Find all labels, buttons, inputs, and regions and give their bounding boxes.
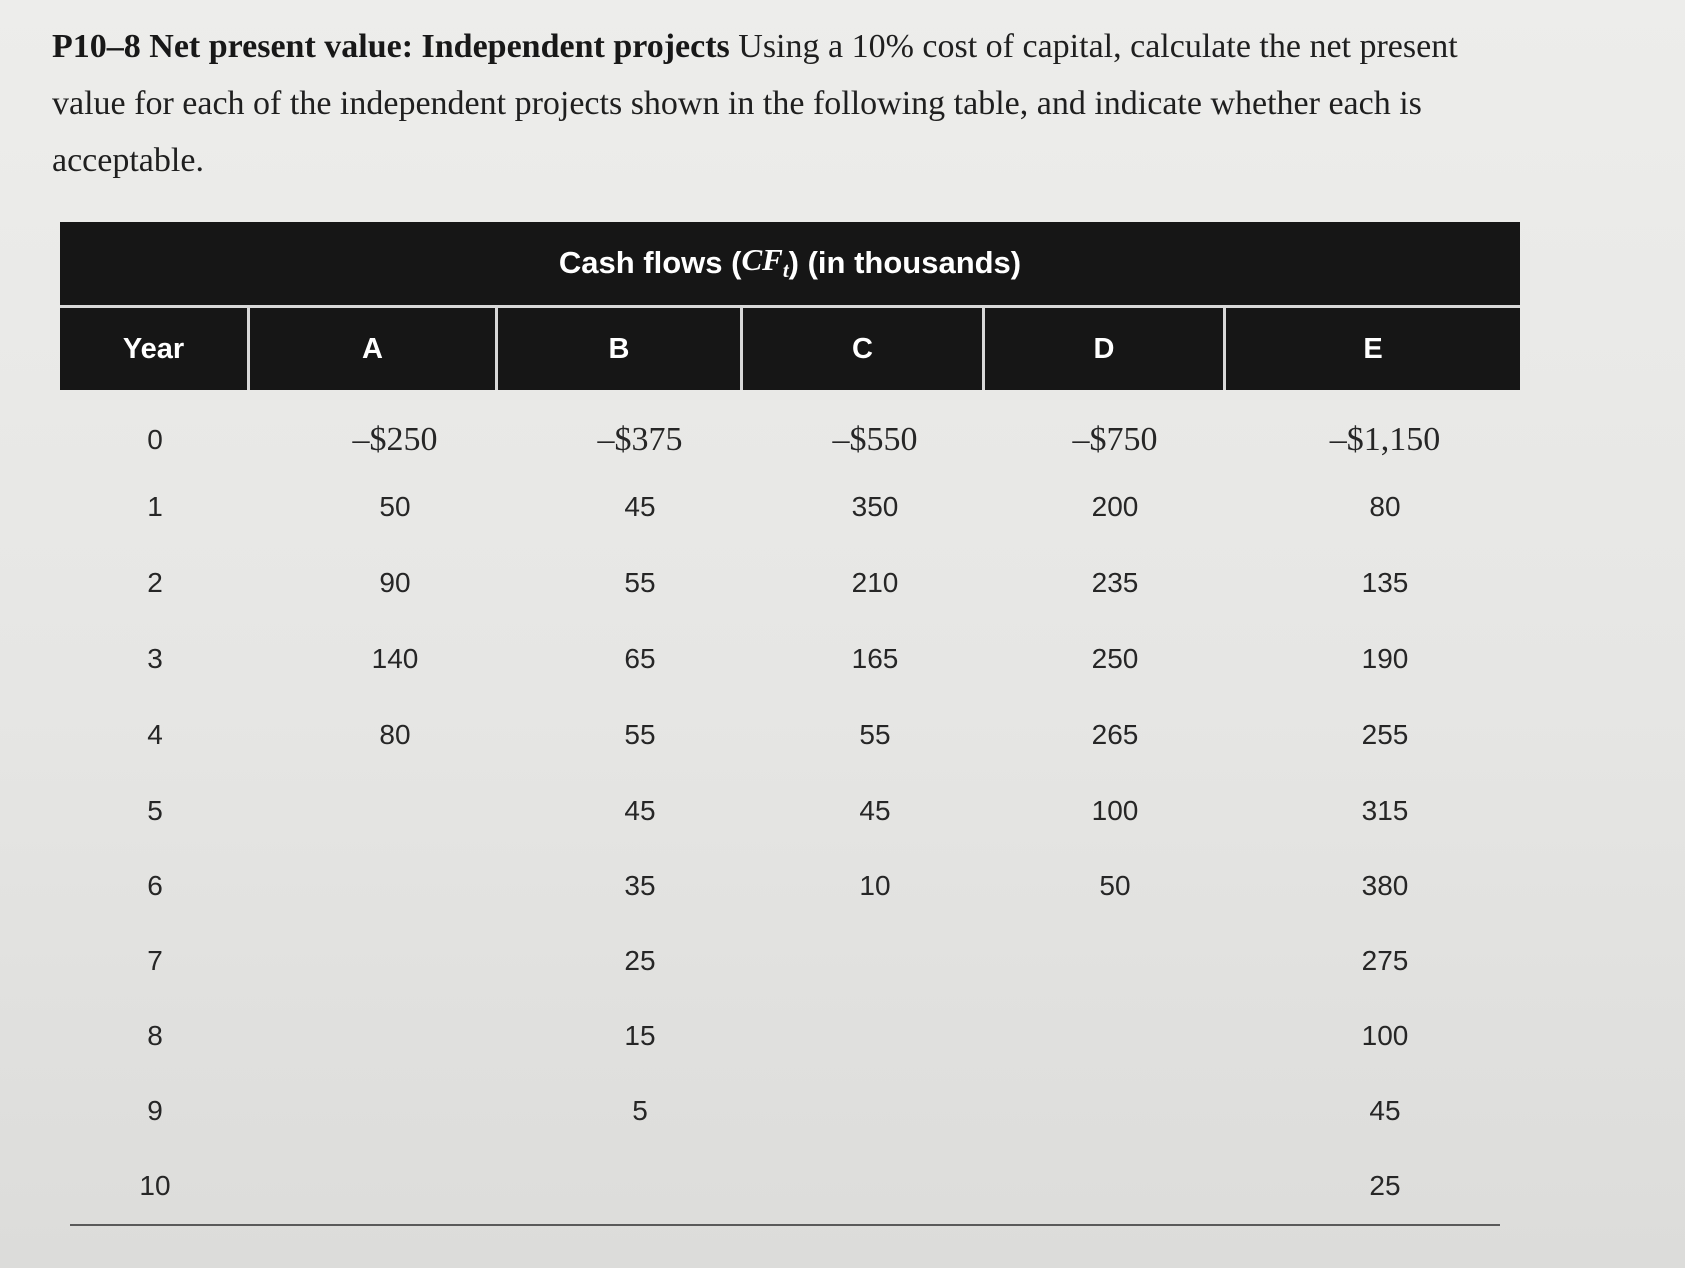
cell-e-year-10: 25 [1369, 1170, 1401, 1201]
cell-d-year-10 [1015, 1166, 1215, 1206]
caption-cf-symbol [741, 242, 788, 283]
cell-year-year-2: 2 [147, 567, 163, 598]
problem-title: P10–8 Net present value: Independent projects [52, 28, 730, 65]
cell-c-year-1: 350 [851, 491, 899, 522]
problem-text: Using a 10% cost of capital, calculate the net present value for each of the independent projects shown in the following table, and indicate whether each is acceptable. [52, 28, 1458, 179]
cell-c-year-2: 210 [851, 567, 899, 598]
cell-d-year-5: 100 [1091, 795, 1139, 826]
column-header-b: B [608, 332, 630, 365]
column-header-a: A [362, 332, 383, 365]
cell-d-year-4: 265 [1091, 719, 1139, 750]
cell-b-year-4: 55 [624, 719, 656, 750]
cell-year-year-8: 8 [147, 1020, 163, 1051]
cell-d-year-9 [1015, 1091, 1215, 1131]
cell-b-year-8: 15 [624, 1020, 656, 1051]
cell-d-year-1: 200 [1091, 491, 1139, 522]
cell-e-year-4: 255 [1361, 719, 1409, 750]
cell-year-year-4: 4 [147, 719, 163, 750]
cell-a-year-3: 140 [371, 643, 419, 674]
cell-c-year-7 [775, 941, 975, 981]
cell-c-year-0: –$550 [832, 421, 918, 458]
cell-b-year-9: 5 [632, 1095, 648, 1126]
cell-b-year-10 [540, 1166, 740, 1206]
table-caption [60, 222, 1520, 304]
cell-e-year-5: 315 [1361, 795, 1409, 826]
cell-e-year-7: 275 [1361, 945, 1409, 976]
column-header-e: E [1363, 332, 1383, 365]
cell-e-year-9: 45 [1369, 1095, 1401, 1126]
cell-d-year-2: 235 [1091, 567, 1139, 598]
cell-c-year-3: 165 [851, 643, 899, 674]
cell-b-year-7: 25 [624, 945, 656, 976]
cell-year-year-6: 6 [147, 870, 163, 901]
cell-c-year-9 [775, 1091, 975, 1131]
column-header-d: D [1093, 332, 1115, 365]
cell-year-year-9: 9 [147, 1095, 163, 1126]
cell-year-year-1: 1 [147, 491, 163, 522]
cell-a-year-1: 50 [379, 491, 411, 522]
cell-year-year-7: 7 [147, 945, 163, 976]
cell-a-year-2: 90 [379, 567, 411, 598]
cell-b-year-6: 35 [624, 870, 656, 901]
cell-a-year-10 [295, 1166, 495, 1206]
cell-c-year-4: 55 [859, 719, 891, 750]
problem-statement [52, 18, 1472, 189]
cell-e-year-8: 100 [1361, 1020, 1409, 1051]
cell-d-year-8 [1015, 1016, 1215, 1056]
caption-prefix: Cash flows ( [558, 245, 742, 280]
cell-b-year-1: 45 [624, 491, 656, 522]
cell-e-year-3: 190 [1361, 643, 1409, 674]
caption-suffix: ) (in thousands) [788, 245, 1022, 280]
cell-a-year-7 [295, 941, 495, 981]
cell-a-year-4: 80 [379, 719, 411, 750]
column-header-c: C [852, 332, 873, 365]
cell-year-year-5: 5 [147, 795, 163, 826]
cell-d-year-0: –$750 [1072, 421, 1158, 458]
cell-e-year-2: 135 [1361, 567, 1409, 598]
cell-e-year-0: –$1,150 [1329, 421, 1441, 458]
column-header-year: Year [122, 332, 185, 365]
cell-a-year-8 [295, 1016, 495, 1056]
cell-year-year-10: 10 [139, 1170, 171, 1201]
caption-cf: CF [741, 242, 783, 278]
cell-d-year-6: 50 [1099, 870, 1131, 901]
cell-e-year-1: 80 [1369, 491, 1401, 522]
cell-a-year-0: –$250 [352, 421, 438, 458]
cell-c-year-6: 10 [859, 870, 891, 901]
caption-cf-subscript: t [782, 258, 789, 283]
cell-a-year-9 [295, 1091, 495, 1131]
cell-d-year-3: 250 [1091, 643, 1139, 674]
cell-c-year-5: 45 [859, 795, 891, 826]
cell-b-year-2: 55 [624, 567, 656, 598]
cell-b-year-3: 65 [624, 643, 656, 674]
cell-d-year-7 [1015, 941, 1215, 981]
cell-a-year-5 [295, 791, 495, 831]
cell-year-year-0: 0 [147, 424, 163, 455]
cell-b-year-0: –$375 [597, 421, 683, 458]
cell-year-year-3: 3 [147, 643, 163, 674]
cell-c-year-8 [775, 1016, 975, 1056]
cell-c-year-10 [775, 1166, 975, 1206]
table-bottom-rule [70, 1224, 1500, 1226]
cell-a-year-6 [295, 866, 495, 906]
cell-b-year-5: 45 [624, 795, 656, 826]
cell-e-year-6: 380 [1361, 870, 1409, 901]
